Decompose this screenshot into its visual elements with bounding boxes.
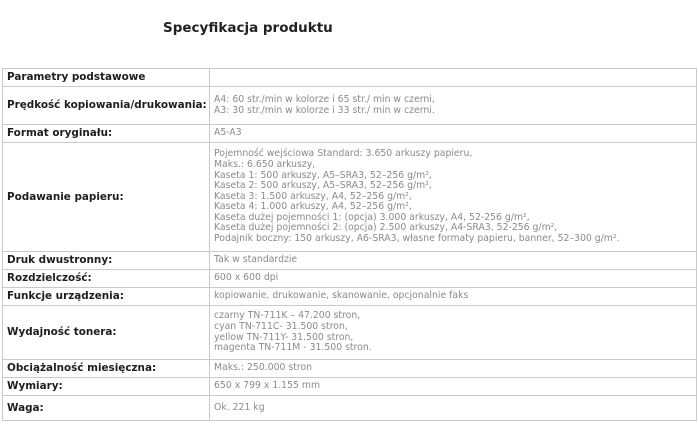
spec-value <box>210 143 697 252</box>
spec-label: Funkcje urządzenia: <box>3 288 210 306</box>
spec-value-line: 650 x 799 x 1.155 mm <box>214 380 320 392</box>
spec-row <box>3 125 697 143</box>
spec-label: Rozdzielczość: <box>3 270 210 288</box>
spec-value-line: Kaseta 1: 500 arkuszy, A5–SRA3, 52–256 g/m², <box>214 169 432 181</box>
specification-table <box>2 68 697 421</box>
spec-value <box>210 306 697 360</box>
spec-value-line: Kaseta dużej pojemności 1: (opcja) 3.000 arkuszy, A4, 52-256 g/m², <box>214 211 530 223</box>
spec-value-line: Ok. 221 kg <box>214 401 265 413</box>
spec-label: Format oryginału: <box>3 125 210 143</box>
spec-value-line: czarny TN-711K – 47.200 stron, <box>214 310 361 322</box>
spec-value <box>210 125 697 143</box>
spec-value <box>210 360 697 378</box>
spec-value-line: Maks.: 6.650 arkuszy, <box>214 158 316 170</box>
spec-value <box>210 378 697 396</box>
spec-value <box>210 396 697 421</box>
spec-value-line: Kaseta 4: 1.000 arkuszy, A4, 52–256 g/m², <box>214 201 412 213</box>
spec-row <box>3 87 697 125</box>
spec-row <box>3 306 697 360</box>
spec-value-line: Pojemność wejściowa Standard: 3.650 arkuszy papieru, <box>214 148 473 160</box>
spec-row <box>3 143 697 252</box>
spec-row <box>3 69 697 87</box>
spec-value-line: Tak w standardzie <box>214 254 298 266</box>
spec-value-line: 600 x 600 dpi <box>214 272 279 284</box>
spec-value-line: Podajnik boczny: 150 arkuszy, A6-SRA3, własne formaty papieru, banner, 52–300 g/m². <box>214 233 620 245</box>
spec-value-line: Kaseta 2: 500 arkuszy, A5–SRA3, 52–256 g/m², <box>214 180 432 192</box>
spec-row <box>3 288 697 306</box>
spec-label: Waga: <box>3 396 210 421</box>
spec-label: Wymiary: <box>3 378 210 396</box>
spec-value-line: kopiowanie, drukowanie, skanowanie, opcjonalnie faks <box>214 290 469 302</box>
spec-label: Druk dwustronny: <box>3 252 210 270</box>
spec-value-line: Kaseta dużej pojemności 2: (opcja) 2.500 arkuszy, A4-SRA3, 52-256 g/m², <box>214 222 558 234</box>
spec-row <box>3 252 697 270</box>
spec-value-line: yellow TN-711Y- 31.500 stron, <box>214 331 354 343</box>
spec-row <box>3 396 697 421</box>
spec-label: Wydajność tonera: <box>3 306 210 360</box>
spec-value <box>210 252 697 270</box>
spec-value-line: Kaseta 3: 1.500 arkuszy, A4, 52–256 g/m², <box>214 190 412 202</box>
spec-value-line: A3: 30 str./min w kolorze i 33 str./ min w czerni. <box>214 104 435 116</box>
spec-value <box>210 270 697 288</box>
spec-row <box>3 360 697 378</box>
spec-value-line: cyan TN-711C- 31.500 stron, <box>214 320 348 332</box>
spec-row <box>3 378 697 396</box>
spec-label: Obciążalność miesięczna: <box>3 360 210 378</box>
spec-row <box>3 270 697 288</box>
spec-label: Podawanie papieru: <box>3 143 210 252</box>
spec-value <box>210 69 697 87</box>
spec-label: Parametry podstawowe <box>3 69 210 87</box>
page-title: Specyfikacja produktu <box>163 20 333 36</box>
spec-value <box>210 87 697 125</box>
spec-value <box>210 288 697 306</box>
spec-value-line: Maks.: 250.000 stron <box>214 362 313 374</box>
spec-value-line: A4: 60 str./min w kolorze i 65 str./ min w czerni, <box>214 93 435 105</box>
specification-table-body <box>3 69 697 421</box>
spec-label: Prędkość kopiowania/drukowania: <box>3 87 210 125</box>
spec-value-line: A5-A3 <box>214 127 242 139</box>
spec-value-line: magenta TN-711M - 31.500 stron. <box>214 342 372 354</box>
